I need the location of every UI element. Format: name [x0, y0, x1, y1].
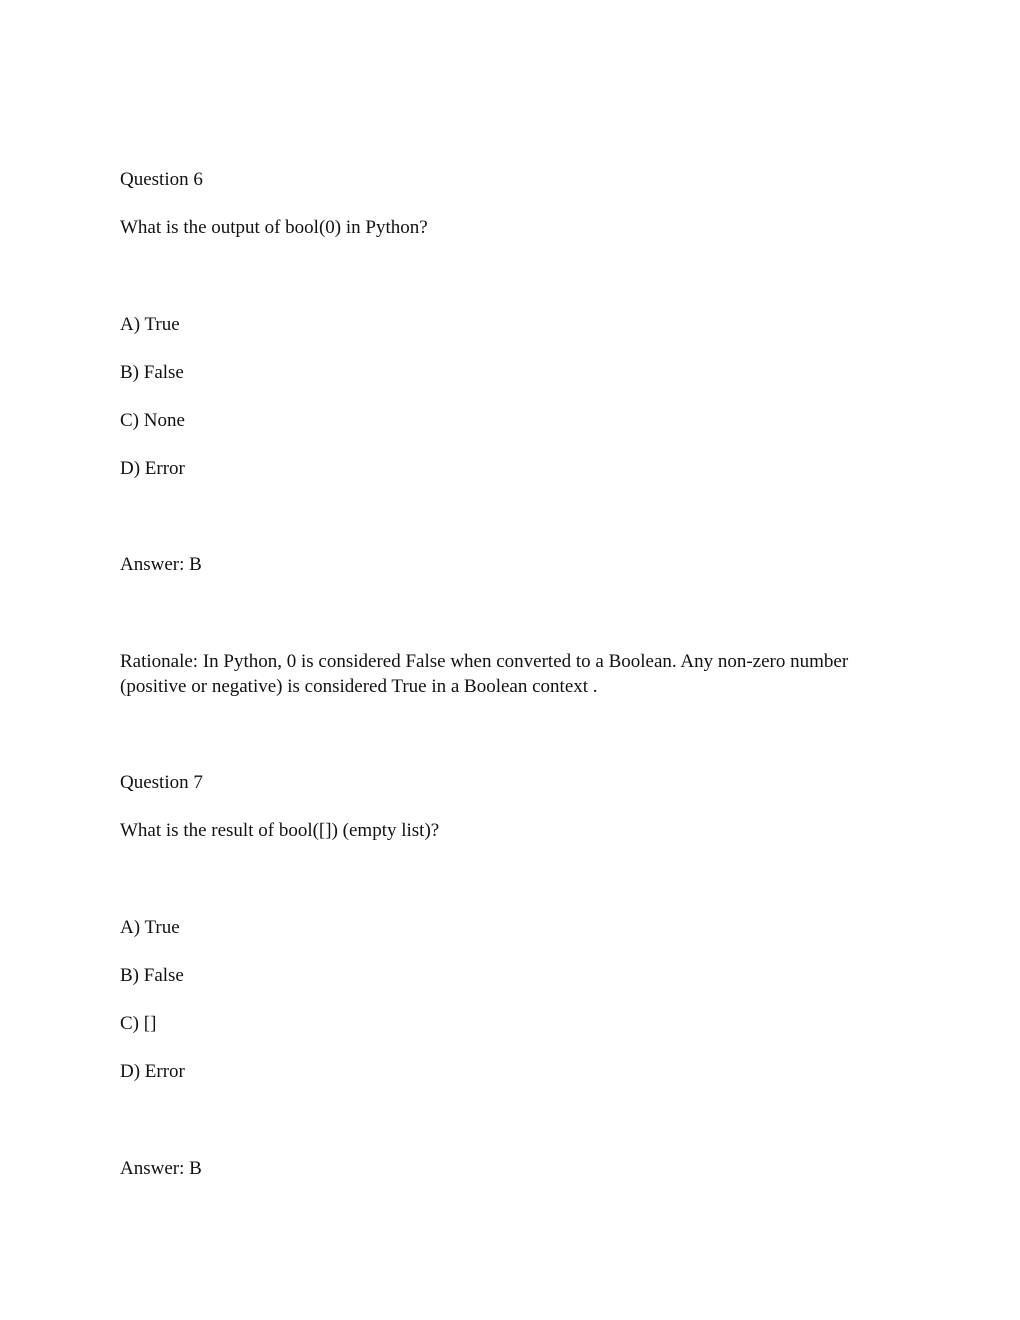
- option-c: C) []: [120, 1013, 157, 1034]
- answer-text: Answer: B: [120, 554, 202, 575]
- option-c: C) None: [120, 410, 185, 431]
- question-prompt: What is the output of bool(0) in Python?: [120, 217, 428, 238]
- question-prompt: What is the result of bool([]) (empty list)?: [120, 820, 440, 841]
- option-a: A) True: [120, 917, 180, 938]
- option-b: B) False: [120, 362, 184, 383]
- rationale-text: Rationale: In Python, 0 is considered False when converted to a Boolean. Any non-zero number (positive or negative) is considered True in a Boolean context .: [120, 651, 849, 697]
- option-d: D) Error: [120, 1061, 185, 1082]
- answer-text: Answer: B: [120, 1158, 202, 1179]
- question-heading: Question 7: [120, 772, 203, 793]
- option-b: B) False: [120, 965, 184, 986]
- question-heading: Question 6: [120, 169, 203, 190]
- option-d: D) Error: [120, 458, 185, 479]
- option-a: A) True: [120, 314, 180, 335]
